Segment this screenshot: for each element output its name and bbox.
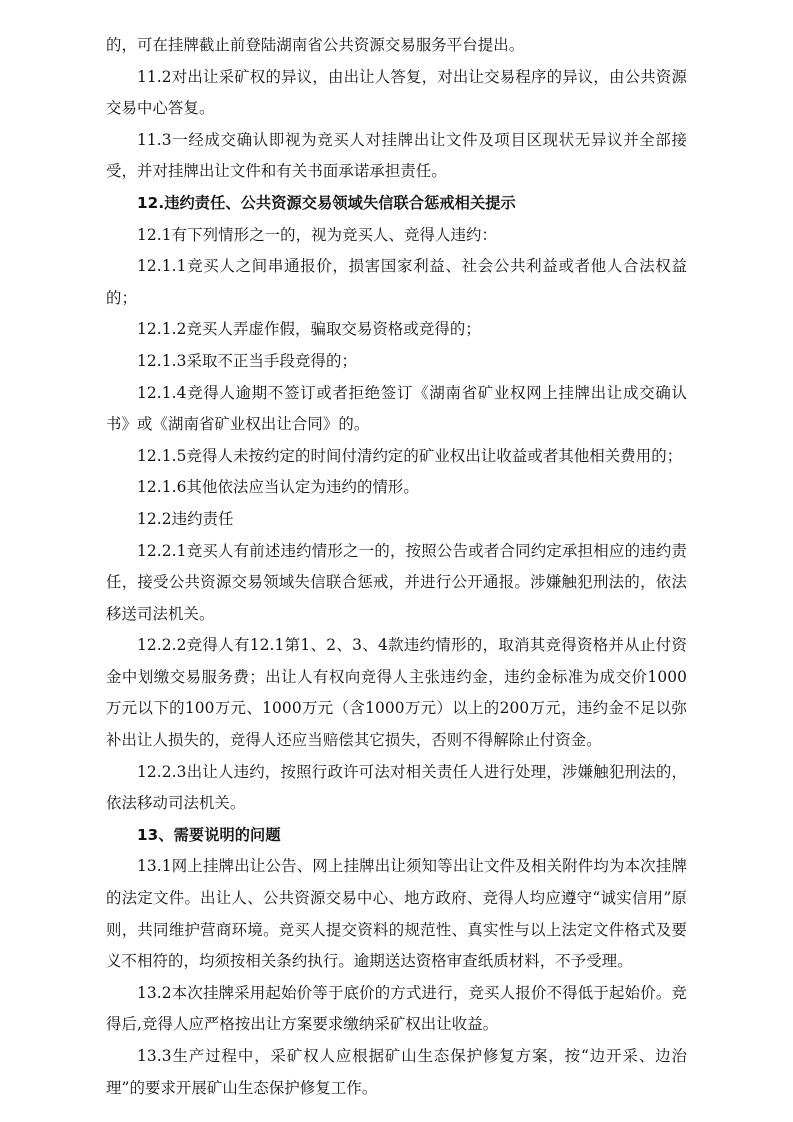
paragraph-12-1-4: 12.1.4竞得人逾期不签订或者拒绝签订《湖南省矿业权网上挂牌出让成交确认书》或《湖南省矿业权出让合同》的。 — [106, 383, 687, 434]
paragraph-11-3: 11.3一经成交确认即视为竞买人对挂牌出让文件及项目区现状无异议并全部接受，并对挂牌出让文件和有关书面承诺承担责任。 — [106, 130, 687, 181]
section-heading-12: 12.违约责任、公共资源交易领域失信联合惩戒相关提示 — [137, 193, 516, 212]
paragraph-13-1: 13.1网上挂牌出让公告、网上挂牌出让须知等出让文件及相关附件均为本次挂牌的法定文件。出让人、公共资源交易中心、地方政府、竞得人均应遵守“诚实信用”原则，共同维护营商环境。竞买人提交资料的规范性、真实性与以上法定文件格式及要义不相符的，均须按相关条约执行。逾期送达资格审查纸质材料，不予受理。 — [106, 857, 687, 971]
paragraph-11-2: 11.2对出让采矿权的异议，由出让人答复，对出让交易程序的异议，由公共资源交易中心答复。 — [106, 67, 687, 118]
paragraph-13-3: 13.3生产过程中，采矿权人应根据矿山生态保护修复方案，按“边开采、边治理”的要求开展矿山生态保护修复工作。 — [106, 1047, 687, 1097]
paragraph-12-2: 12.2违约责任 — [137, 509, 234, 528]
paragraph-continuation: 的，可在挂牌截止前登陆湖南省公共资源交易服务平台提出。 — [106, 36, 525, 54]
paragraph-12-1-6: 12.1.6其他依法应当认定为违约的情形。 — [137, 478, 419, 497]
paragraph-12-1-3: 12.1.3采取不正当手段竞得的； — [137, 351, 357, 370]
paragraph-12-1-2: 12.1.2竞买人弄虚作假，骗取交易资格或竞得的； — [137, 320, 481, 339]
paragraph-12-1-1: 12.1.1竞买人之间串通报价，损害国家利益、社会公共利益或者他人合法权益的； — [106, 257, 687, 307]
paragraph-12-2-1: 12.2.1竞买人有前述违约情形之一的，按照公告或者合同约定承担相应的违约责任，接受公共资源交易领域失信联合惩戒，并进行公开通报。涉嫌触犯刑法的，依法移送司法机关。 — [106, 541, 687, 623]
paragraph-12-2-3: 12.2.3出让人违约，按照行政许可法对相关责任人进行处理，涉嫌触犯刑法的，依法移动司法机关。 — [106, 762, 687, 813]
section-heading-13: 13、需要说明的问题 — [137, 825, 281, 844]
paragraph-12-2-2: 12.2.2竞得人有12.1第1、2、3、4款违约情形的，取消其竞得资格并从止付资金中划缴交易服务费；出让人有权向竞得人主张违约金，违约金标准为成交价1000万元以下的100万元、1000万元（含1000万元）以上的200万元，违约金不足以弥补出让人损失的，竞得人还应当赔偿其它损失，否则不得解除止付资金。 — [106, 636, 687, 750]
paragraph-12-1: 12.1有下列情形之一的，视为竞买人、竞得人违约： — [137, 225, 497, 244]
paragraph-12-1-5: 12.1.5竞得人未按约定的时间付清约定的矿业权出让收益或者其他相关费用的； — [137, 446, 683, 465]
paragraph-13-2: 13.2本次挂牌采用起始价等于底价的方式进行，竞买人报价不得低于起始价。竞得后,竞得人应严格按出让方案要求缴纳采矿权出让收益。 — [106, 983, 687, 1034]
